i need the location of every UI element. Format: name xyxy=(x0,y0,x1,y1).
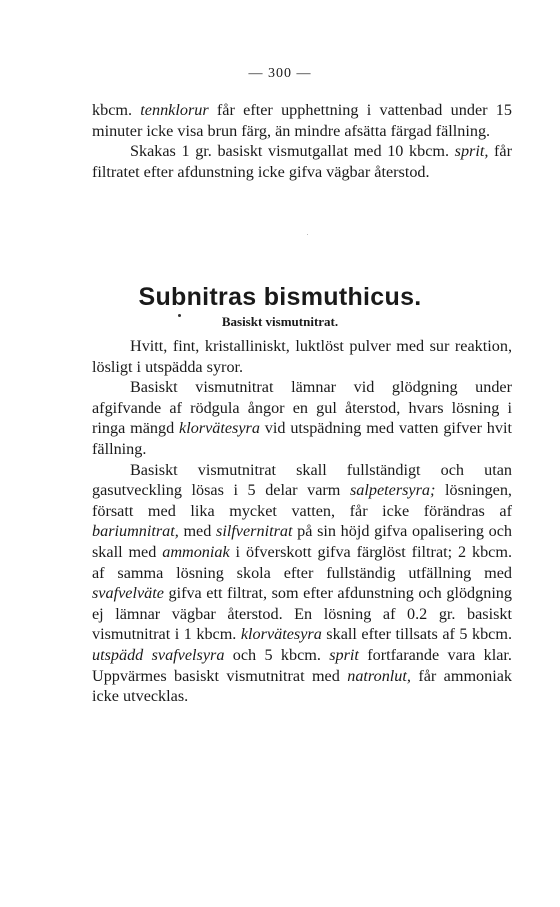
section-body xyxy=(92,336,512,707)
text-run: på sin höjd gifva opalisering och skall med xyxy=(92,522,512,561)
text-run: kbcm. xyxy=(92,101,141,119)
intro-paragraph-2 xyxy=(92,141,512,182)
text-run: skall efter tillsats af 5 kbcm. xyxy=(321,625,513,644)
section-subtitle: Basiskt vismutnitrat. xyxy=(221,314,339,329)
text-run: lösningen, försatt med lika mycket vatten, får icke förändras af xyxy=(92,481,512,520)
text-run: fortfarande vara klar. Uppvärmes basiskt vismutnitrat med xyxy=(92,645,512,685)
italic-term: bariumnitrat, xyxy=(92,522,179,541)
print-speck xyxy=(307,234,308,235)
text-run: får efter upphettning i vattenbad under 15 minuter icke visa brun färg, än mindre afsätta färgad fällning. xyxy=(92,101,512,140)
italic-term: klorvätesyra xyxy=(240,625,322,644)
intro-paragraph-1 xyxy=(92,100,512,141)
section-title: Subnitras bismuthicus. xyxy=(138,283,422,311)
italic-term: ammoniak xyxy=(162,542,230,561)
page-number: — 300 — xyxy=(248,66,312,81)
italic-term: svafvelväte xyxy=(92,584,164,603)
text-run: får filtratet efter afdunstning icke gifva vägbar återstod. xyxy=(92,142,512,181)
text-run: Basiskt vismutnitrat lämnar vid glödgning under afgifvande af rödgula ångor en gul återstod, hvars lösning i ringa mängd xyxy=(92,378,512,438)
italic-term: natronlut, xyxy=(347,666,411,685)
text-run: gifva ett filtrat, som efter afdunstning och glödgning ej lämnar vägbar återstod. En lösning af 0.2 gr. basiskt vismutnitrat i 1 kbcm. xyxy=(92,584,512,644)
italic-term: silfvernitrat xyxy=(216,522,293,541)
text-run: får ammoniak icke utvecklas. xyxy=(92,666,512,706)
italic-term: utspädd svafvelsyra xyxy=(92,645,225,664)
body-paragraph-1 xyxy=(92,336,512,377)
italic-term: sprit xyxy=(329,645,359,664)
body-paragraph-3 xyxy=(92,460,512,707)
text-run: Hvitt, fint, kristalliniskt, luktlöst pulver med sur reaktion, lösligt i utspädda syror. xyxy=(92,337,512,376)
text-run: vid utspädning med vatten gifver hvit fällning. xyxy=(92,419,512,458)
text-run: och 5 kbcm. xyxy=(224,645,330,664)
italic-term: salpetersyra; xyxy=(349,481,436,500)
italic-term: klorvätesyra xyxy=(179,419,260,438)
intro-text xyxy=(92,100,512,182)
text-run: Skakas 1 gr. basiskt vismutgallat med 10 kbcm. xyxy=(130,142,455,161)
text-run: med xyxy=(178,522,217,541)
text-run: Basiskt vismutnitrat skall fullständigt och utan gasutveckling lösas i 5 delar varm xyxy=(92,460,512,500)
italic-term: tennklorur xyxy=(140,101,209,119)
body-paragraph-2 xyxy=(92,377,512,459)
text-run: i öfverskott gifva färglöst filtrat; 2 kbcm. af samma lösning skola efter fullständig utfällning med xyxy=(92,542,512,582)
italic-term: sprit, xyxy=(454,142,489,161)
